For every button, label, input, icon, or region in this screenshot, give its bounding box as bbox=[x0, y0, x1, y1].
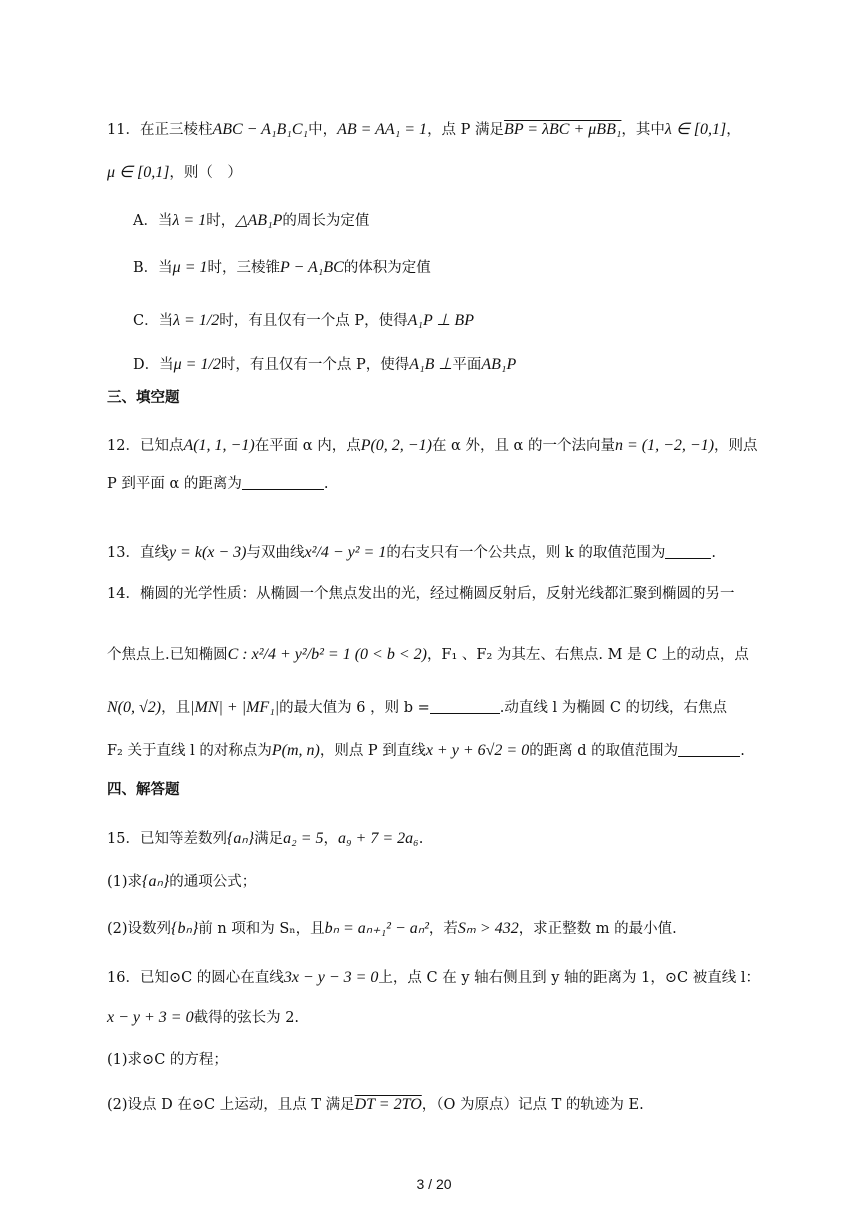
q15-part2: (2)设数列{bₙ}前 n 项和为 Sₙ，且bₙ = aₙ₊₁² − aₙ²，若Sₘ > 432，求正整数 m 的最小值. bbox=[107, 920, 677, 937]
q16-part1: (1)求⊙C 的方程； bbox=[107, 1052, 228, 1068]
q14-line4: F₂ 关于直线 l 的对称点为P(m, n)，则点 P 到直线x + y + 6√2 = 0的距离 d 的取值范围为 . bbox=[107, 742, 745, 759]
answer-blank[interactable] bbox=[665, 542, 711, 559]
q15-part1: (1)求{aₙ}的通项公式； bbox=[107, 873, 257, 890]
q14-line2: 个焦点上.已知椭圆C : x²/4 + y²/b² = 1 (0 < b < 2)，F₁ 、F₂ 为其左、右焦点. M 是 C 上的动点，点 bbox=[107, 646, 749, 663]
answer-blank[interactable] bbox=[430, 697, 500, 714]
q11-number: 11．在正三棱柱 bbox=[107, 122, 213, 138]
q11-option-d: D．当μ = 1/2时，有且仅有一个点 P，使得A₁B ⊥平面AB₁P bbox=[133, 356, 517, 373]
section-title-fill-in: 三、填空题 bbox=[107, 390, 180, 406]
lambda-range: λ ∈ [0,1] bbox=[664, 121, 727, 138]
q14-line3: N(0, √2)，且|MN| + |MF₁|的最大值为 6 ，则 b = .动直线 l 为椭圆 C 的切线，右焦点 bbox=[107, 699, 728, 716]
q11-option-a: A．当λ = 1时，△AB₁P的周长为定值 bbox=[133, 212, 370, 229]
section-title-answer: 四、解答题 bbox=[107, 782, 180, 798]
q11-option-b: B．当μ = 1时，三棱锥P − A₁BC的体积为定值 bbox=[133, 259, 431, 276]
prism-expr: ABC − A₁B₁C₁ bbox=[212, 121, 309, 138]
q13-line: 13．直线y = k(x − 3)与双曲线x²/4 − y² = 1的右支只有一个公共点，则 k 的取值范围为 . bbox=[107, 544, 716, 561]
q11-line2: μ ∈ [0,1]，则（ ） bbox=[107, 164, 242, 181]
q16-line2: x − y + 3 = 0截得的弦长为 2. bbox=[107, 1009, 300, 1026]
q12-line2: P 到平面 α 的距离为 . bbox=[107, 473, 328, 494]
q12-line1: 12．已知点A(1, 1, −1)在平面 α 内，点P(0, 2, −1)在 α 外，且 α 的一个法向量n = (1, −2, −1)，则点 bbox=[107, 437, 758, 454]
vector-equation: BP = λBC + μBB₁ bbox=[504, 121, 622, 138]
q11-condition: AB = AA₁ = 1 bbox=[337, 121, 428, 138]
answer-blank[interactable] bbox=[678, 740, 740, 757]
mu-range: μ ∈ [0,1] bbox=[107, 164, 170, 181]
page-number: 3 / 20 bbox=[416, 1176, 452, 1192]
q16-part2: (2)设点 D 在⊙C 上运动，且点 T 满足DT = 2TO，（O 为原点）记点 T 的轨迹为 E. bbox=[107, 1096, 644, 1113]
q11-option-c: C．当λ = 1/2时，有且仅有一个点 P，使得A₁P ⊥ BP bbox=[133, 312, 474, 329]
q14-line1: 14．椭圆的光学性质：从椭圆一个焦点发出的光，经过椭圆反射后，反射光线都汇聚到椭圆的另一 bbox=[107, 586, 735, 602]
q16-line1: 16．已知⊙C 的圆心在直线3x − y − 3 = 0上，点 C 在 y 轴右侧且到 y 轴的距离为 1，⊙C 被直线 l： bbox=[107, 969, 760, 986]
answer-blank[interactable] bbox=[242, 473, 324, 490]
q15-line1: 15．已知等差数列{aₙ}满足a₂ = 5，a₉ + 7 = 2a₆. bbox=[107, 830, 424, 847]
q11-line1: 11．在正三棱柱ABC − A₁B₁C₁中，AB = AA₁ = 1，点 P 满足BP = λBC + μBB₁，其中λ ∈ [0,1]， bbox=[107, 121, 741, 138]
